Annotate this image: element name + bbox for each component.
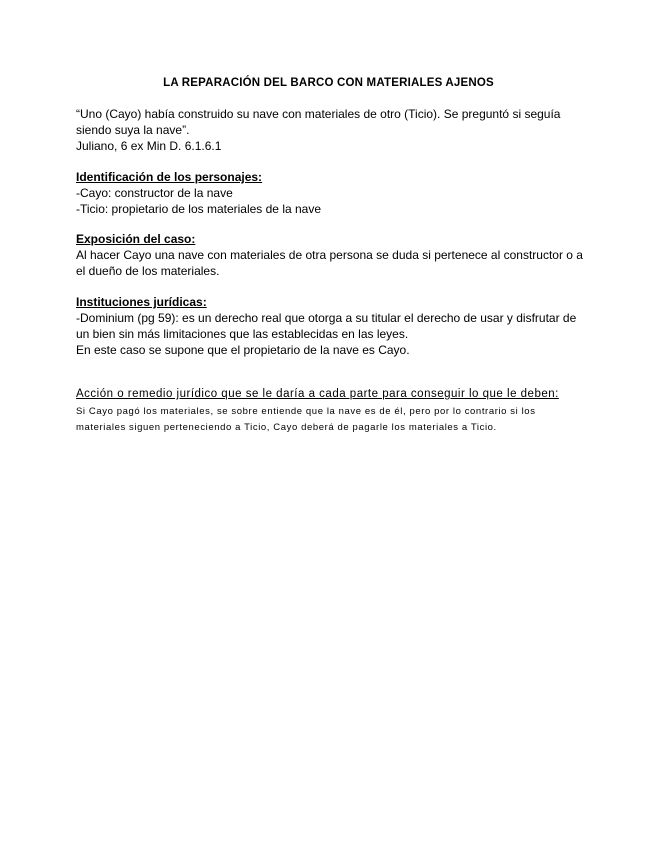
quote-line: siendo suya la nave”. xyxy=(76,123,190,137)
quote-line: “Uno (Cayo) había construido su nave con materiales de otro (Ticio). Se preguntó si seguía xyxy=(76,107,561,121)
institutions-line: -Dominium (pg 59): es un derecho real que otorga a su titular el derecho de usar y disfrutar de xyxy=(76,311,577,325)
character-item: -Ticio: propietario de los materiales de la nave xyxy=(76,202,322,216)
action-section xyxy=(76,404,581,436)
characters-heading: Identificación de los personajes: xyxy=(76,170,263,184)
characters-section xyxy=(76,169,581,217)
document-title: LA REPARACIÓN DEL BARCO CON MATERIALES AJENOS xyxy=(163,77,494,89)
action-heading: Acción o remedio jurídico que se le daría a cada parte para conseguir lo que le deben: xyxy=(76,388,559,400)
action-line: materiales siguen perteneciendo a Ticio, Cayo deberá de pagarle los materiales a Ticio. xyxy=(76,422,497,433)
case-heading: Exposición del caso: xyxy=(76,232,196,246)
action-line: Si Cayo pagó los materiales, se sobre entiende que la nave es de él, pero por lo contrario si los xyxy=(76,406,536,417)
quote-citation: Juliano, 6 ex Min D. 6.1.6.1 xyxy=(76,139,222,153)
character-item: -Cayo: constructor de la nave xyxy=(76,186,233,200)
institutions-line: un bien sin más limitaciones que las establecidas en las leyes. xyxy=(76,327,409,341)
institutions-heading: Instituciones jurídicas: xyxy=(76,295,207,309)
institutions-section xyxy=(76,294,581,358)
case-line: Al hacer Cayo una nave con materiales de otra persona se duda si pertenece al constructor o a xyxy=(76,248,583,262)
case-section xyxy=(76,231,581,279)
case-line: el dueño de los materiales. xyxy=(76,264,220,278)
institutions-line: En este caso se supone que el propietario de la nave es Cayo. xyxy=(76,343,410,357)
quote-section xyxy=(76,106,581,154)
